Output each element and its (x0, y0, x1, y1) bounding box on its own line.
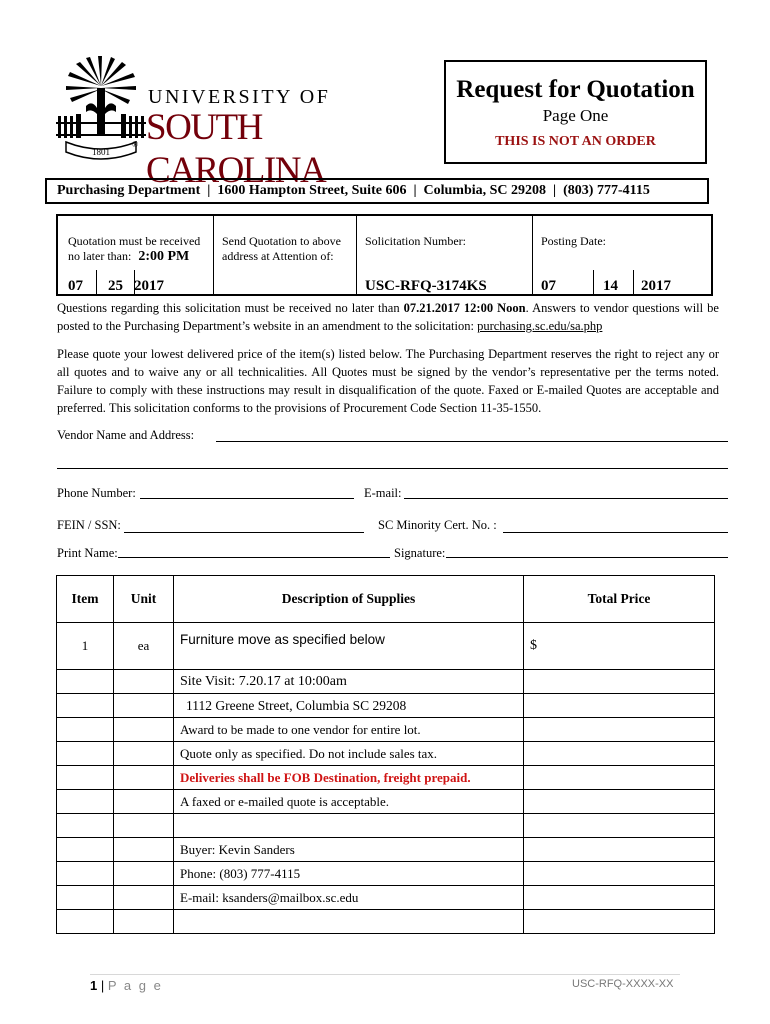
table-row (57, 718, 715, 742)
table-row (57, 623, 715, 670)
info-divider (532, 216, 533, 294)
solicitation-number: USC-RFQ-3174KS (365, 278, 487, 294)
phone-field[interactable] (140, 498, 354, 499)
logo-south-carolina: SOUTH CAROLINA (146, 107, 326, 191)
info-divider (356, 216, 357, 294)
university-logo (56, 56, 436, 191)
not-an-order-notice: THIS IS NOT AN ORDER (495, 134, 656, 149)
minority-cert-label: SC Minority Cert. No. : (378, 518, 497, 532)
info-divider (213, 216, 214, 294)
supplies-table (56, 575, 715, 934)
due-month: 07 (68, 278, 83, 294)
table-row (57, 838, 715, 862)
header-total-price: Total Price (524, 576, 715, 623)
due-year: 2017 (134, 278, 164, 294)
line-address: 1112 Greene Street, Columbia SC 29208 (174, 694, 524, 718)
questions-deadline: 07.21.2017 12:00 Noon (403, 301, 526, 315)
header-unit: Unit (114, 576, 174, 623)
table-row (57, 790, 715, 814)
line-phone: Phone: (803) 777-4115 (174, 862, 524, 886)
date-divider (593, 270, 594, 294)
table-row (57, 910, 715, 934)
fein-label: FEIN / SSN: (57, 518, 121, 532)
vendor-address-field[interactable] (57, 468, 728, 469)
line-award: Award to be made to one vendor for entire lot. (174, 718, 524, 742)
item-number: 1 (57, 623, 114, 670)
received-label: Quotation must be received no later than: 2:00 PM (68, 234, 201, 264)
document-code: USC-RFQ-XXXX-XX (572, 978, 674, 990)
document-title: Request for Quotation (456, 76, 695, 103)
date-divider (96, 270, 97, 294)
print-name-label: Print Name: (57, 546, 118, 560)
purchasing-department-bar: Purchasing Department | 1600 Hampton Street, Suite 606 | Columbia, SC 29208 | (803) 777-4115 (45, 178, 709, 204)
line-site-visit: Site Visit: 7.20.17 at 10:00am (174, 670, 524, 694)
phone-label: Phone Number: (57, 486, 136, 500)
table-header-row (57, 576, 715, 623)
vendor-label: Vendor Name and Address: (57, 428, 195, 442)
posting-label: Posting Date: (541, 234, 606, 248)
table-row (57, 862, 715, 886)
questions-paragraph: Questions regarding this solicitation must be received no later than 07.21.2017 12:00 Noon. Answers to vendor questions will be posted to the Purchasing Department’s website in an amendment to the solicitation: purchasing.sc.edu/sa.php (57, 301, 719, 333)
purchasing-link[interactable]: purchasing.sc.edu/sa.php (477, 319, 603, 333)
solicitation-label: Solicitation Number: (365, 234, 466, 248)
signature-field[interactable] (446, 557, 728, 558)
table-row (57, 886, 715, 910)
line-quote-only: Quote only as specified. Do not include sales tax. (174, 742, 524, 766)
email-field[interactable] (404, 498, 728, 499)
header-description: Description of Supplies (174, 576, 524, 623)
minority-cert-field[interactable] (503, 532, 728, 533)
signature-label: Signature: (394, 546, 446, 560)
page-label: Page One (542, 106, 609, 125)
title-box (444, 60, 707, 164)
footer-divider (90, 974, 680, 975)
item-unit: ea (114, 623, 174, 670)
table-row (57, 814, 715, 838)
post-day: 14 (603, 278, 618, 294)
vendor-name-field[interactable] (216, 441, 728, 442)
header-item: Item (57, 576, 114, 623)
instructions-paragraph: Please quote your lowest delivered price of the item(s) listed below. The Purchasing Department reserves the right to reject any or all quotes and to waive any or all technicalities. All Quotes must be signed by the vendor’s representative per the terms noted. Failure to comply with these instructions may result in disqualification of the quote. Faxed or E-mailed Quotes are acceptable and preferred. This solicitation conforms to the provisions of Procurement Code Section 11-35-1550. (57, 347, 719, 415)
item-description: Furniture move as specified below (174, 623, 524, 670)
solicitation-info-box (56, 214, 713, 296)
send-to-label: Send Quotation to above address at Attention of: (222, 234, 341, 263)
table-row (57, 742, 715, 766)
post-month: 07 (541, 278, 556, 294)
logo-university-of: UNIVERSITY OF (148, 86, 331, 108)
table-row (57, 670, 715, 694)
print-name-field[interactable] (118, 557, 390, 558)
svg-text:1801: 1801 (92, 147, 110, 157)
due-day: 25 (108, 278, 123, 294)
line-delivery-terms: Deliveries shall be FOB Destination, freight prepaid. (174, 766, 524, 790)
table-row (57, 694, 715, 718)
line-faxed-quote: A faxed or e-mailed quote is acceptable. (174, 790, 524, 814)
post-year: 2017 (641, 278, 671, 294)
received-time: 2:00 PM (138, 249, 190, 264)
page-number: 1 | P a g e (90, 978, 163, 993)
date-divider (633, 270, 634, 294)
fein-field[interactable] (124, 532, 364, 533)
item-total-price[interactable]: $ (524, 623, 715, 670)
registered-mark: ® (132, 140, 139, 149)
line-buyer: Buyer: Kevin Sanders (174, 838, 524, 862)
email-label: E-mail: (364, 486, 402, 500)
table-row (57, 766, 715, 790)
line-email: E-mail: ksanders@mailbox.sc.edu (174, 886, 524, 910)
